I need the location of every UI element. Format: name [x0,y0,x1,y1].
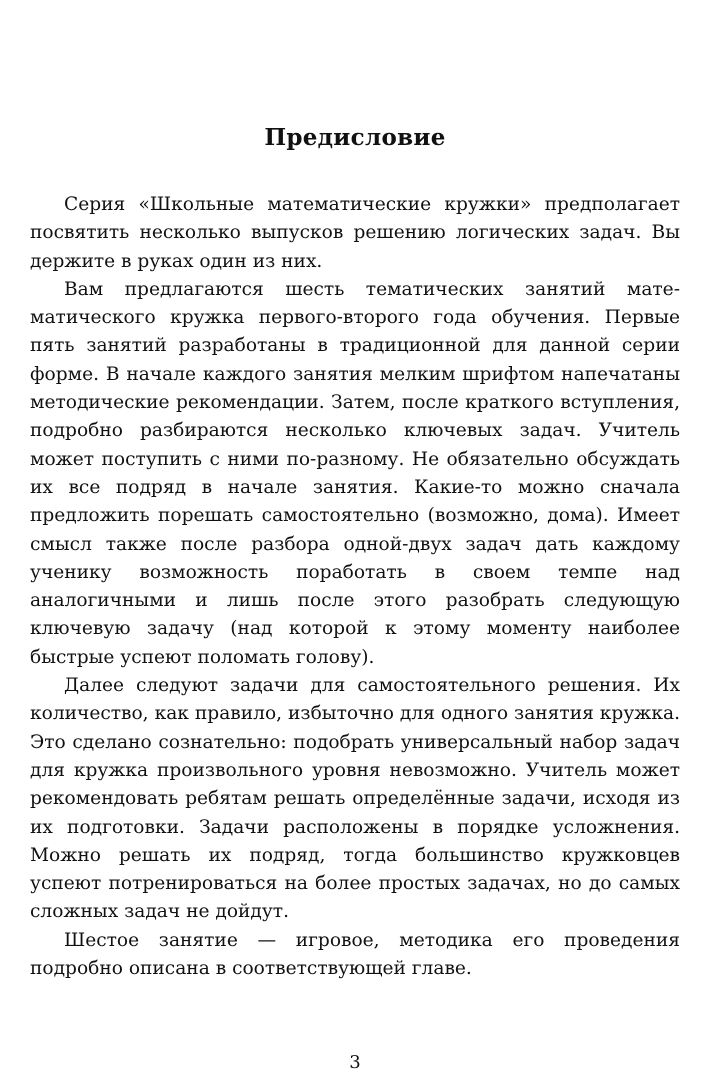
paragraph-4: Шестое занятие — игровое, методика его проведения подробно описана в соответствующей главе. [30,929,680,980]
paragraph-1: Серия «Школьные математические кружки» предполагает посвятить несколько выпусков решению логических задач. Вы держите в руках один из них. [30,194,680,272]
page-title: Предисловие [264,124,446,151]
paragraph-3: Далее следуют задачи для самостоятельного решения. Их количество, как правило, избыточно для одного занятия кружка. Это сделано сознательно: подобрать универсальный набор задач для кружка произвольного уровня невозможно. Учитель может рекомендовать ребятам решать определённые задачи, исходя из их подготовки. Задачи расположены в порядке усложнения. Можно решать их подряд, тогда большинство кружковцев успеют потренироваться на более простых задачах, но до самых сложных задач не дойдут. [30,675,680,923]
preface-body [30,191,680,983]
paragraph-2: Вам предлагаются шесть тематических занятий математического кружка первого-второго года обучения. Первые пять занятий разработаны в традиционной для данной серии форме. В начале каждого занятия мелким шрифтом напечатаны методические рекомендации. Затем, после краткого вступления, подробно разбираются несколько ключевых задач. Учитель может поступить с ними по-разному. Не обязательно обсуждать их все подряд в начале занятия. Какие-то можно сначала предложить порешать самостоятельно (возможно, дома). Имеет смысл также после разбора одной-двух задач дать каждому ученику возможность поработать в своем темпе над аналогичными и лишь после этого разобрать следующую ключевую задачу (над которой к этому моменту наиболее быстрые успеют поломать голову). [30,278,680,668]
document-page [30,0,680,1087]
page-number: 3 [349,1052,361,1073]
